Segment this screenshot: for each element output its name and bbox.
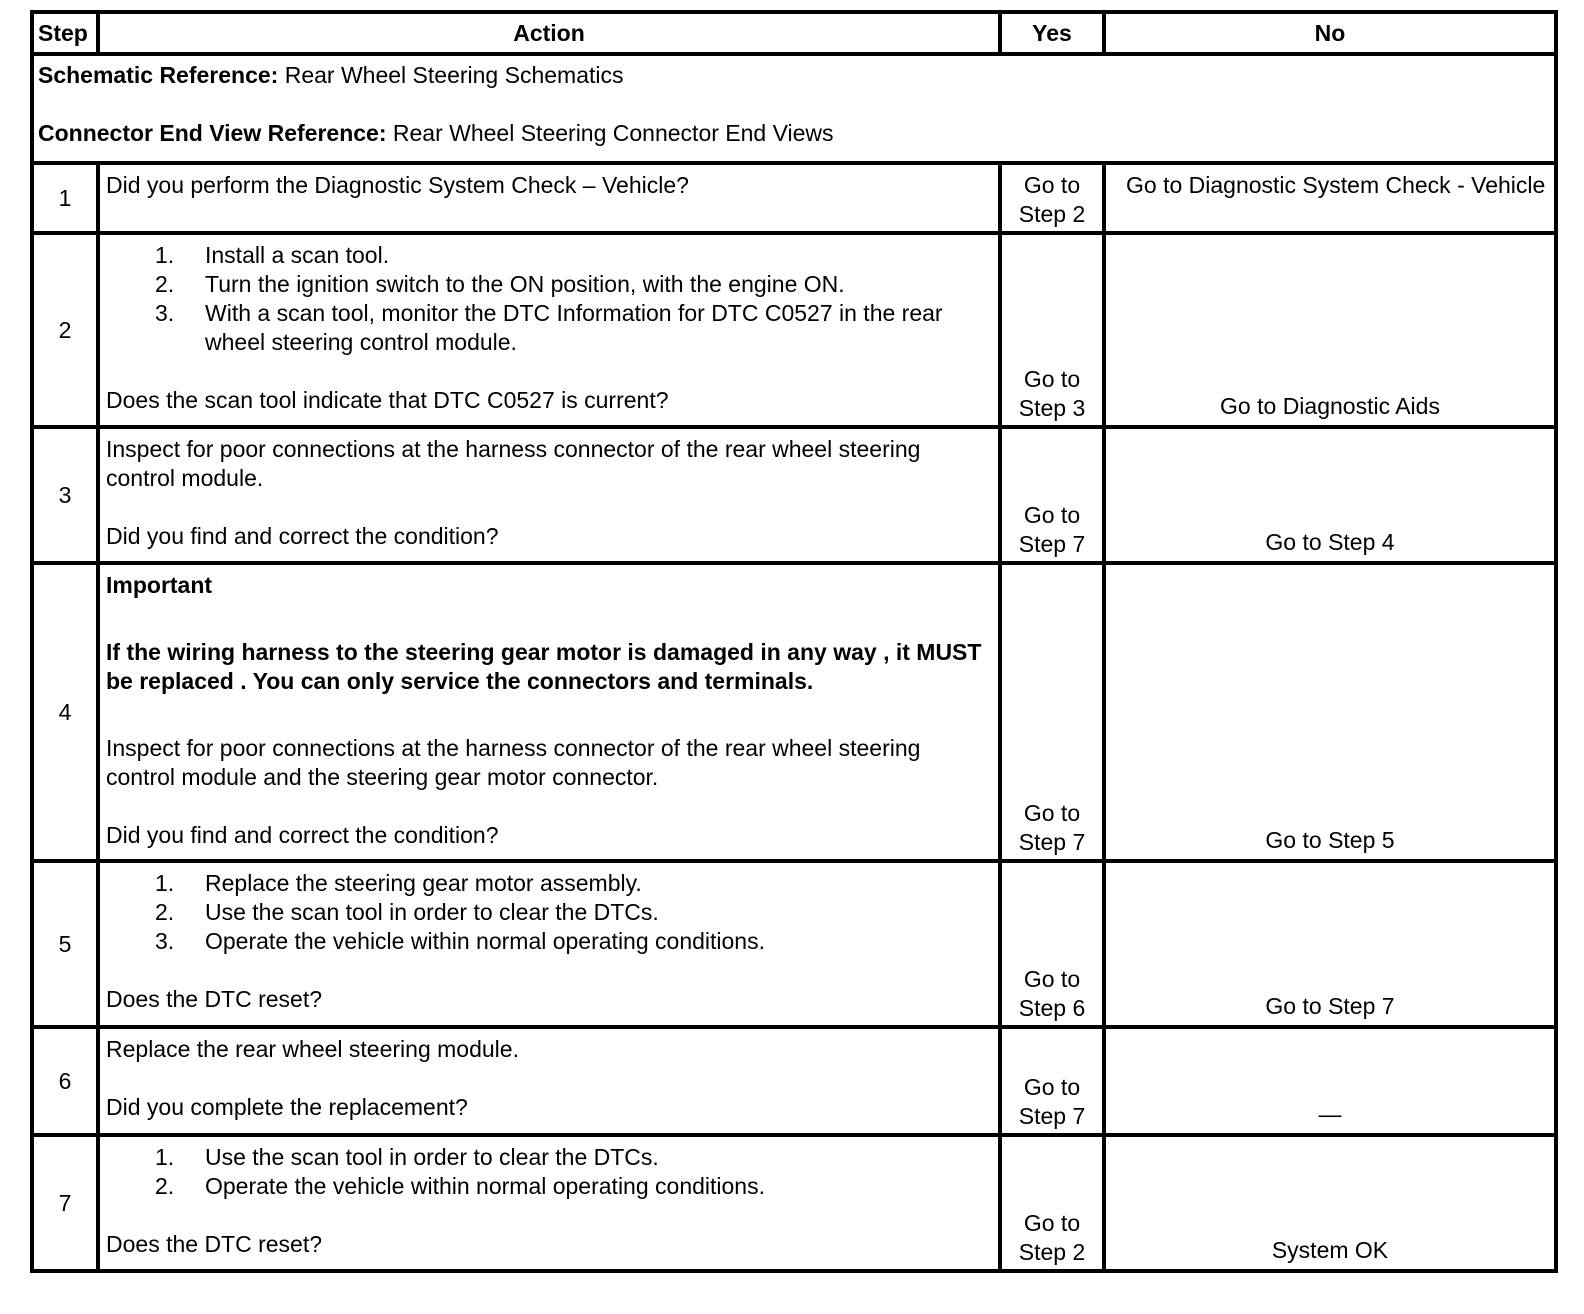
list-item: 2. Operate the vehicle within normal operating conditions. [155,1173,765,1199]
step-row-5 [32,861,1556,1027]
action-list [106,1143,992,1201]
no-cell[interactable]: Go to Step 4 [1104,427,1556,563]
action-text: Inspect for poor connections at the harness connector of the rear wheel steering control module. [106,436,921,491]
action-cell [98,233,1000,427]
no-cell[interactable]: Go to Step 5 [1104,563,1556,861]
yes-line2: Step 3 [1018,395,1086,421]
yes-line2: Step 7 [1018,829,1086,855]
list-item: 3. With a scan tool, monitor the DTC Information for DTC C0527 in the rear wheel steering control module. [155,300,943,355]
schematic-reference-link[interactable]: Rear Wheel Steering Schematics [284,62,624,88]
yes-line1: Go to [1023,966,1081,992]
important-label: Important [106,572,213,598]
action-question: Did you complete the replacement? [106,1094,468,1120]
list-item: 1. Replace the steering gear motor assembly. [155,870,642,896]
step-number: 2 [32,233,98,427]
important-text: If the wiring harness to the steering gear motor is damaged in any way , it MUST be replaced . You can only service the connectors and terminals. [106,639,982,694]
step-row-3 [32,427,1556,563]
yes-cell[interactable] [1000,1135,1104,1271]
header-step: Step [32,12,98,54]
yes-line1: Go to [1023,366,1081,392]
action-list [106,869,992,956]
action-text: Replace the rear wheel steering module. [106,1036,519,1062]
step-row-6 [32,1027,1556,1135]
action-cell [98,861,1000,1027]
action-question: Did you find and correct the condition? [106,822,499,848]
header-yes: Yes [1000,12,1104,54]
action-cell [98,563,1000,861]
action-question: Did you find and correct the condition? [106,523,499,549]
yes-line1: Go to [1023,800,1081,826]
action-cell [98,1135,1000,1271]
yes-line2: Step 6 [1018,995,1086,1021]
action-question: Does the DTC reset? [106,1231,323,1257]
yes-line1: Go to [1023,502,1081,528]
action-list [106,241,992,357]
action-cell [98,427,1000,563]
header-no: No [1104,12,1556,54]
header-action: Action [98,12,1000,54]
reference-cell [32,54,1556,163]
yes-line1: Go to [1023,1074,1081,1100]
yes-cell[interactable] [1000,427,1104,563]
action-question: Does the scan tool indicate that DTC C0527 is current? [106,387,669,413]
list-item: 2. Use the scan tool in order to clear the DTCs. [155,899,659,925]
yes-line2: Step 7 [1018,531,1086,557]
step-number: 5 [32,861,98,1027]
yes-cell[interactable] [1000,861,1104,1027]
step-row-7 [32,1135,1556,1271]
step-row-2 [32,233,1556,427]
step-number: 7 [32,1135,98,1271]
reference-row [32,54,1556,163]
action-text: Inspect for poor connections at the harness connector of the rear wheel steering control module and the steering gear motor connector. [106,735,921,790]
diagnostic-table [30,10,1558,1273]
connector-reference-link[interactable]: Rear Wheel Steering Connector End Views [392,120,834,146]
no-cell[interactable]: Go to Step 7 [1104,861,1556,1027]
yes-line2: Step 2 [1018,1239,1086,1265]
step-number: 3 [32,427,98,563]
yes-line1: Go to [1023,172,1081,198]
step-number: 4 [32,563,98,861]
step-row-4 [32,563,1556,861]
no-cell[interactable]: System OK [1104,1135,1556,1271]
header-row [32,12,1556,54]
yes-cell[interactable] [1000,563,1104,861]
action-question: Does the DTC reset? [106,986,323,1012]
step-number: 1 [32,163,98,233]
list-item: 1. Install a scan tool. [155,242,390,268]
list-item: 3. Operate the vehicle within normal operating conditions. [155,928,765,954]
action-question: Did you perform the Diagnostic System Check – Vehicle? [98,163,1000,233]
schematic-reference [38,61,1550,90]
yes-cell[interactable] [1000,163,1104,233]
yes-line2: Step 7 [1018,1103,1086,1129]
connector-reference-label: Connector End View Reference: [38,120,387,146]
list-item: 2. Turn the ignition switch to the ON position, with the engine ON. [155,271,845,297]
list-item: 1. Use the scan tool in order to clear the DTCs. [155,1144,659,1170]
yes-line1: Go to [1023,1210,1081,1236]
yes-cell[interactable] [1000,233,1104,427]
yes-cell[interactable] [1000,1027,1104,1135]
step-row-1 [32,163,1556,233]
yes-line2: Step 2 [1018,201,1086,227]
connector-reference [38,119,1550,148]
step-number: 6 [32,1027,98,1135]
no-cell: — [1104,1027,1556,1135]
no-cell[interactable]: Go to Diagnostic Aids [1104,233,1556,427]
no-cell[interactable]: Go to Diagnostic System Check - Vehicle [1104,163,1556,233]
schematic-reference-label: Schematic Reference: [38,62,279,88]
action-cell [98,1027,1000,1135]
